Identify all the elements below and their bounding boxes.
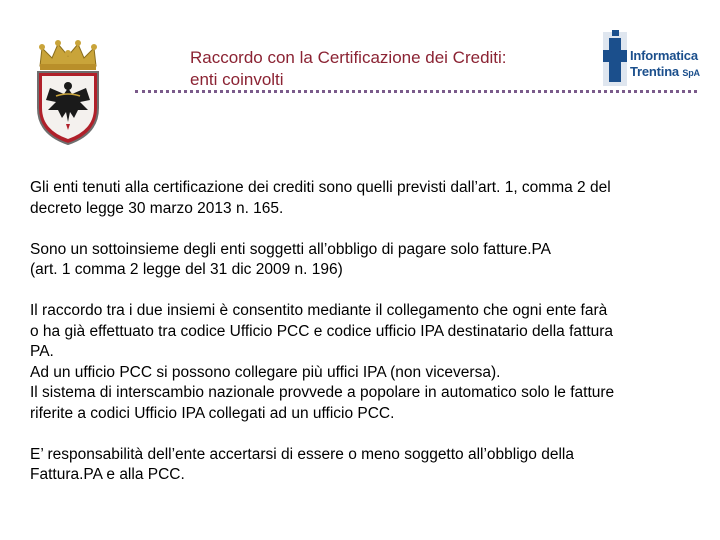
company-logo-text	[630, 48, 700, 81]
text-line: o ha già effettuato tra codice Ufficio PCC e codice ufficio IPA destinatario della fattura	[30, 322, 614, 340]
paragraph-sottoinsieme	[30, 240, 715, 281]
text-line: (art. 1 comma 2 legge del 31 dic 2009 n. 196)	[30, 261, 343, 278]
text-line: riferite a codici Ufficio IPA collegati ad un ufficio PCC.	[30, 404, 395, 422]
text-line: Il sistema di interscambio nazionale provvede a popolare in automatico solo le fatture	[30, 384, 615, 401]
logo-suffix: SpA	[682, 68, 700, 78]
text-line: Ad un ufficio PCC si possono collegare più uffici IPA (non viceversa).	[30, 363, 501, 381]
text-line: PA.	[30, 343, 54, 360]
text-line: Sono un sottoinsieme degli enti soggetti all’obbligo di pagare solo fatture.PA	[30, 240, 552, 258]
text-line: Gli enti tenuti alla certificazione dei crediti sono quelli previsti dall’art. 1, comma 2 del	[30, 179, 611, 196]
paragraph-raccordo	[30, 301, 715, 424]
logo-name-2: Trentina	[630, 64, 679, 79]
text-line: decreto legge 30 marzo 2013 n. 165.	[30, 199, 284, 217]
trentino-eagle-crest-icon	[28, 38, 108, 146]
logo-name: Informatica	[630, 48, 698, 63]
text-line: Fattura.PA e alla PCC.	[30, 466, 185, 483]
text-line: Il raccordo tra i due insiemi è consentito mediante il collegamento che ogni ente farà	[30, 302, 608, 319]
title-divider	[135, 90, 697, 93]
slide-title	[190, 47, 507, 91]
paragraph-responsabilita	[30, 445, 715, 486]
slide-body	[30, 178, 715, 506]
paragraph-enti-tenuti	[30, 178, 715, 219]
text-line: E’ responsabilità dell’ente accertarsi di essere o meno soggetto all’obbligo della	[30, 445, 574, 463]
slide-title-line-2: enti coinvolti	[190, 70, 284, 89]
slide-title-line-1: Raccordo con la Certificazione dei Crediti:	[190, 48, 507, 67]
